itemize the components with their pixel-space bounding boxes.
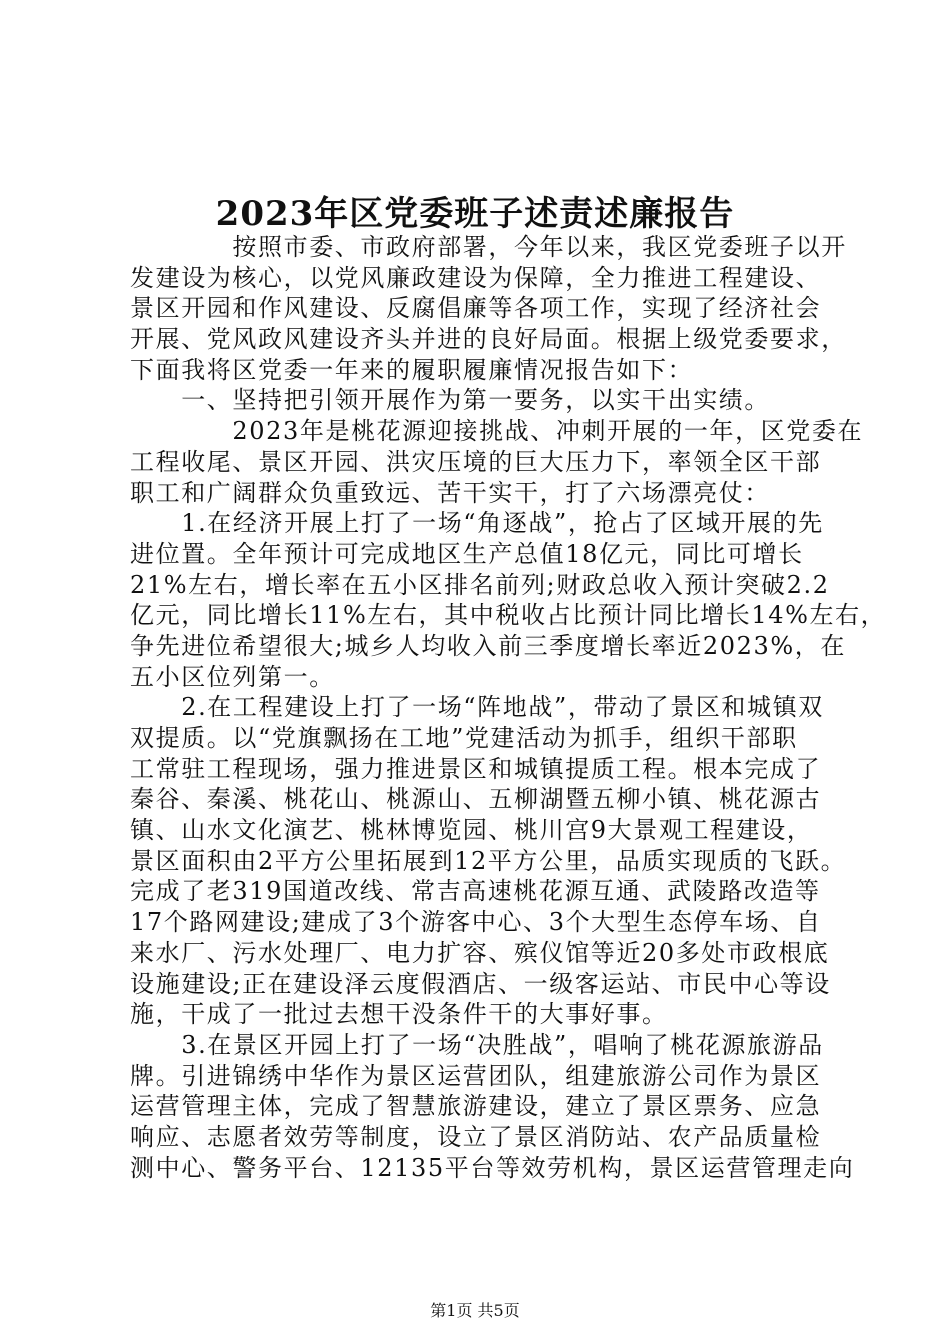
text-line: 运营管理主体，完成了智慧旅游建设，建立了景区票务、应急 [130, 1092, 822, 1121]
text-line: 按照市委、市政府部署，今年以来，我区党委班子以开 [130, 233, 847, 261]
text-line: 秦谷、秦溪、桃花山、桃源山、五柳湖暨五柳小镇、桃花源古 [130, 785, 822, 814]
text-line: 亿元，同比增长11%左右，其中税收占比预计同比增长14%左右， [130, 601, 887, 630]
text-line: 五小区位列第一。 [130, 662, 335, 691]
text-line: 工程收尾、景区开园、洪灾压境的巨大压力下，率领全区干部 [130, 447, 822, 476]
text-line: 2.在工程建设上打了一场“阵地战”，带动了景区和城镇双 [130, 693, 824, 722]
text-line: 职工和广阔群众负重致远、苦干实干，打了六场漂亮仗： [130, 478, 770, 507]
text-line: 一、坚持把引领开展作为第一要务，以实干出实绩。 [130, 386, 770, 415]
text-line: 工常驻工程现场，强力推进景区和城镇提质工程。根本完成了 [130, 754, 822, 783]
text-line: 进位置。全年预计可完成地区生产总值18亿元，同比可增长 [130, 539, 804, 568]
text-line: 景区开园和作风建设、反腐倡廉等各项工作，实现了经济社会 [130, 294, 822, 323]
text-line: 完成了老319国道改线、常吉高速桃花源互通、武陵路改造等 [130, 877, 821, 906]
page-footer: 第1页 共5页 [430, 1301, 520, 1320]
text-line: 镇、山水文化演艺、桃林博览园、桃川宫9大景观工程建设， [130, 816, 813, 845]
text-line: 1.在经济开展上打了一场“角逐战”，抢占了区域开展的先 [130, 509, 824, 538]
text-line: 争先进位希望很大;城乡人均收入前三季度增长率近2023%，在 [130, 631, 846, 660]
text-line: 发建设为核心，以党风廉政建设为保障，全力推进工程建设、 [130, 263, 822, 292]
text-line: 施，干成了一批过去想干没条件干的大事好事。 [130, 1000, 668, 1029]
text-line: 来水厂、污水处理厂、电力扩容、殡仪馆等近20多处市政根底 [130, 938, 830, 967]
text-line: 牌。引进锦绣中华作为景区运营团队，组建旅游公司作为景区 [130, 1061, 822, 1090]
text-line: 景区面积由2平方公里拓展到12平方公里，品质实现质的飞跃。 [130, 846, 847, 875]
document-title: 2023年区党委班子述责述廉报告 [215, 194, 735, 234]
text-line: 21%左右，增长率在五小区排名前列;财政总收入预计突破2.2 [130, 570, 830, 599]
text-line: 设施建设;正在建设泽云度假酒店、一级客运站、市民中心等设 [130, 969, 831, 998]
text-line: 测中心、警务平台、12135平台等效劳机构，景区运营管理走向 [130, 1153, 855, 1182]
document-body [130, 232, 887, 1183]
text-line: 3.在景区开园上打了一场“决胜战”，唱响了桃花源旅游品 [130, 1030, 824, 1059]
text-line: 双提质。以“党旗飘扬在工地”党建活动为抓手，组织干部职 [130, 724, 798, 752]
text-line: 响应、志愿者效劳等制度，设立了景区消防站、农产品质量检 [130, 1122, 822, 1151]
text-line: 下面我将区党委一年来的履职履廉情况报告如下： [130, 355, 694, 384]
text-line: 17个路网建设;建成了3个游客中心、3个大型生态停车场、自 [130, 908, 822, 937]
text-line: 开展、党风政风建设齐头并进的良好局面。根据上级党委要求， [130, 325, 847, 354]
text-line: 2023年是桃花源迎接挑战、冲刺开展的一年，区党委在 [130, 417, 864, 446]
